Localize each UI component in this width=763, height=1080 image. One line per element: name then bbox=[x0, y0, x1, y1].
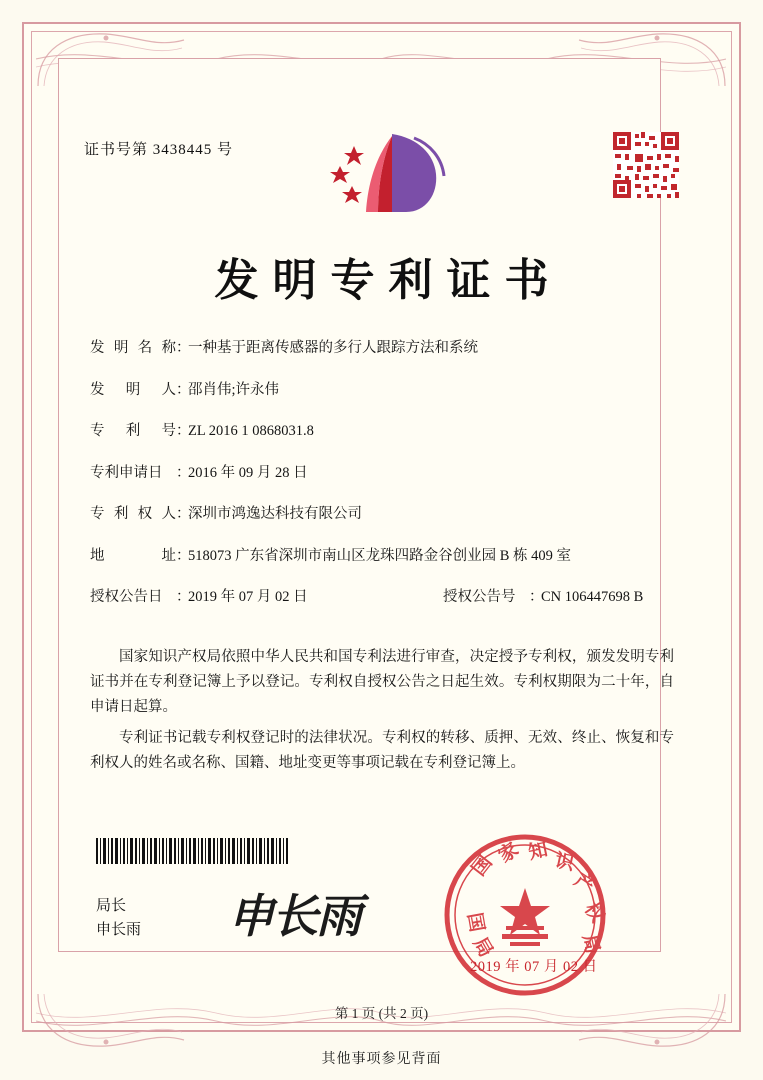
fields-list bbox=[90, 338, 680, 629]
field-label: 授权公告日 bbox=[90, 589, 163, 606]
field-grant-announcement bbox=[90, 587, 680, 608]
legal-paragraph-2: 专利证书记载专利权登记时的法律状况。专利权的转移、质押、无效、终止、恢复和专利权人的姓名或名称、国籍、地址变更等事项记载在专利登记簿上。 bbox=[90, 730, 674, 771]
field-value: 一种基于距离传感器的多行人跟踪方法和系统 bbox=[188, 340, 478, 356]
field-address bbox=[90, 546, 680, 567]
svg-text:权: 权 bbox=[579, 898, 609, 927]
field-colon: ： bbox=[176, 340, 191, 356]
svg-text:识: 识 bbox=[552, 849, 577, 875]
svg-text:局: 局 bbox=[468, 933, 498, 961]
field-value: 2016 年 09 月 28 日 bbox=[188, 464, 308, 481]
field-colon-secondary: ： bbox=[529, 589, 544, 606]
svg-text:国: 国 bbox=[467, 851, 497, 881]
svg-text:家: 家 bbox=[494, 838, 523, 868]
field-value: 2019 年 07 月 02 日 bbox=[188, 589, 308, 606]
svg-text:知: 知 bbox=[526, 838, 550, 864]
svg-text:局: 局 bbox=[578, 932, 604, 956]
page-title: 发明专利证书 bbox=[214, 255, 563, 306]
field-value: ZL 2016 1 0868031.8 bbox=[188, 423, 314, 440]
director-name: 申长雨 bbox=[96, 922, 142, 938]
footer-note: 其他事项参见背面 bbox=[321, 1052, 442, 1067]
field-colon: ： bbox=[176, 547, 191, 564]
field-label: 地 址 bbox=[90, 547, 176, 564]
certificate-number: 证书号第 3438445 号 bbox=[84, 142, 234, 158]
field-value: 518073 广东省深圳市南山区龙珠四路金谷创业园 B 栋 409 室 bbox=[188, 547, 572, 564]
director-label: 局长 bbox=[96, 898, 127, 914]
field-colon: ： bbox=[176, 589, 191, 606]
legal-text bbox=[90, 645, 674, 782]
svg-text:国: 国 bbox=[463, 911, 489, 934]
page-number: 第 1 页 (共 2 页) bbox=[334, 1006, 429, 1021]
field-label: 发 明 人 bbox=[90, 381, 176, 398]
cnipa-logo-icon bbox=[318, 128, 446, 220]
field-label-secondary: 授权公告号 bbox=[443, 589, 516, 606]
field-colon: ： bbox=[176, 423, 191, 440]
field-application-date bbox=[90, 463, 680, 484]
svg-text:产: 产 bbox=[570, 868, 599, 898]
field-label: 专 利 权 人 bbox=[90, 506, 176, 523]
field-colon: ： bbox=[176, 464, 191, 481]
field-inventor bbox=[90, 380, 680, 401]
field-colon: ： bbox=[176, 506, 191, 523]
field-label: 发 明 名 称 bbox=[90, 340, 176, 356]
field-label: 专 利 号 bbox=[90, 423, 176, 440]
handwritten-signature: 申长雨 bbox=[228, 889, 360, 943]
barcode-icon bbox=[96, 838, 288, 864]
field-value: 邵肖伟;许永伟 bbox=[188, 381, 280, 398]
field-label: 专利申请日 bbox=[90, 464, 163, 481]
legal-paragraph-1: 国家知识产权局依照中华人民共和国专利法进行审查，决定授予专利权，颁发发明专利证书并在专利登记簿上予以登记。专利权自授权公告之日起生效。专利权期限为二十年，自申请日起算。 bbox=[90, 649, 674, 715]
field-invention-name bbox=[90, 338, 680, 359]
field-value-secondary: CN 106447698 B bbox=[541, 589, 644, 606]
field-value: 深圳市鸿逸达科技有限公司 bbox=[188, 506, 362, 523]
seal-date: 2019 年 07 月 02 日 bbox=[470, 959, 598, 975]
qr-code-icon bbox=[613, 132, 679, 198]
field-patent-number bbox=[90, 421, 680, 442]
field-colon: ： bbox=[176, 381, 191, 398]
director-block bbox=[96, 894, 141, 942]
field-patentee bbox=[90, 504, 680, 525]
